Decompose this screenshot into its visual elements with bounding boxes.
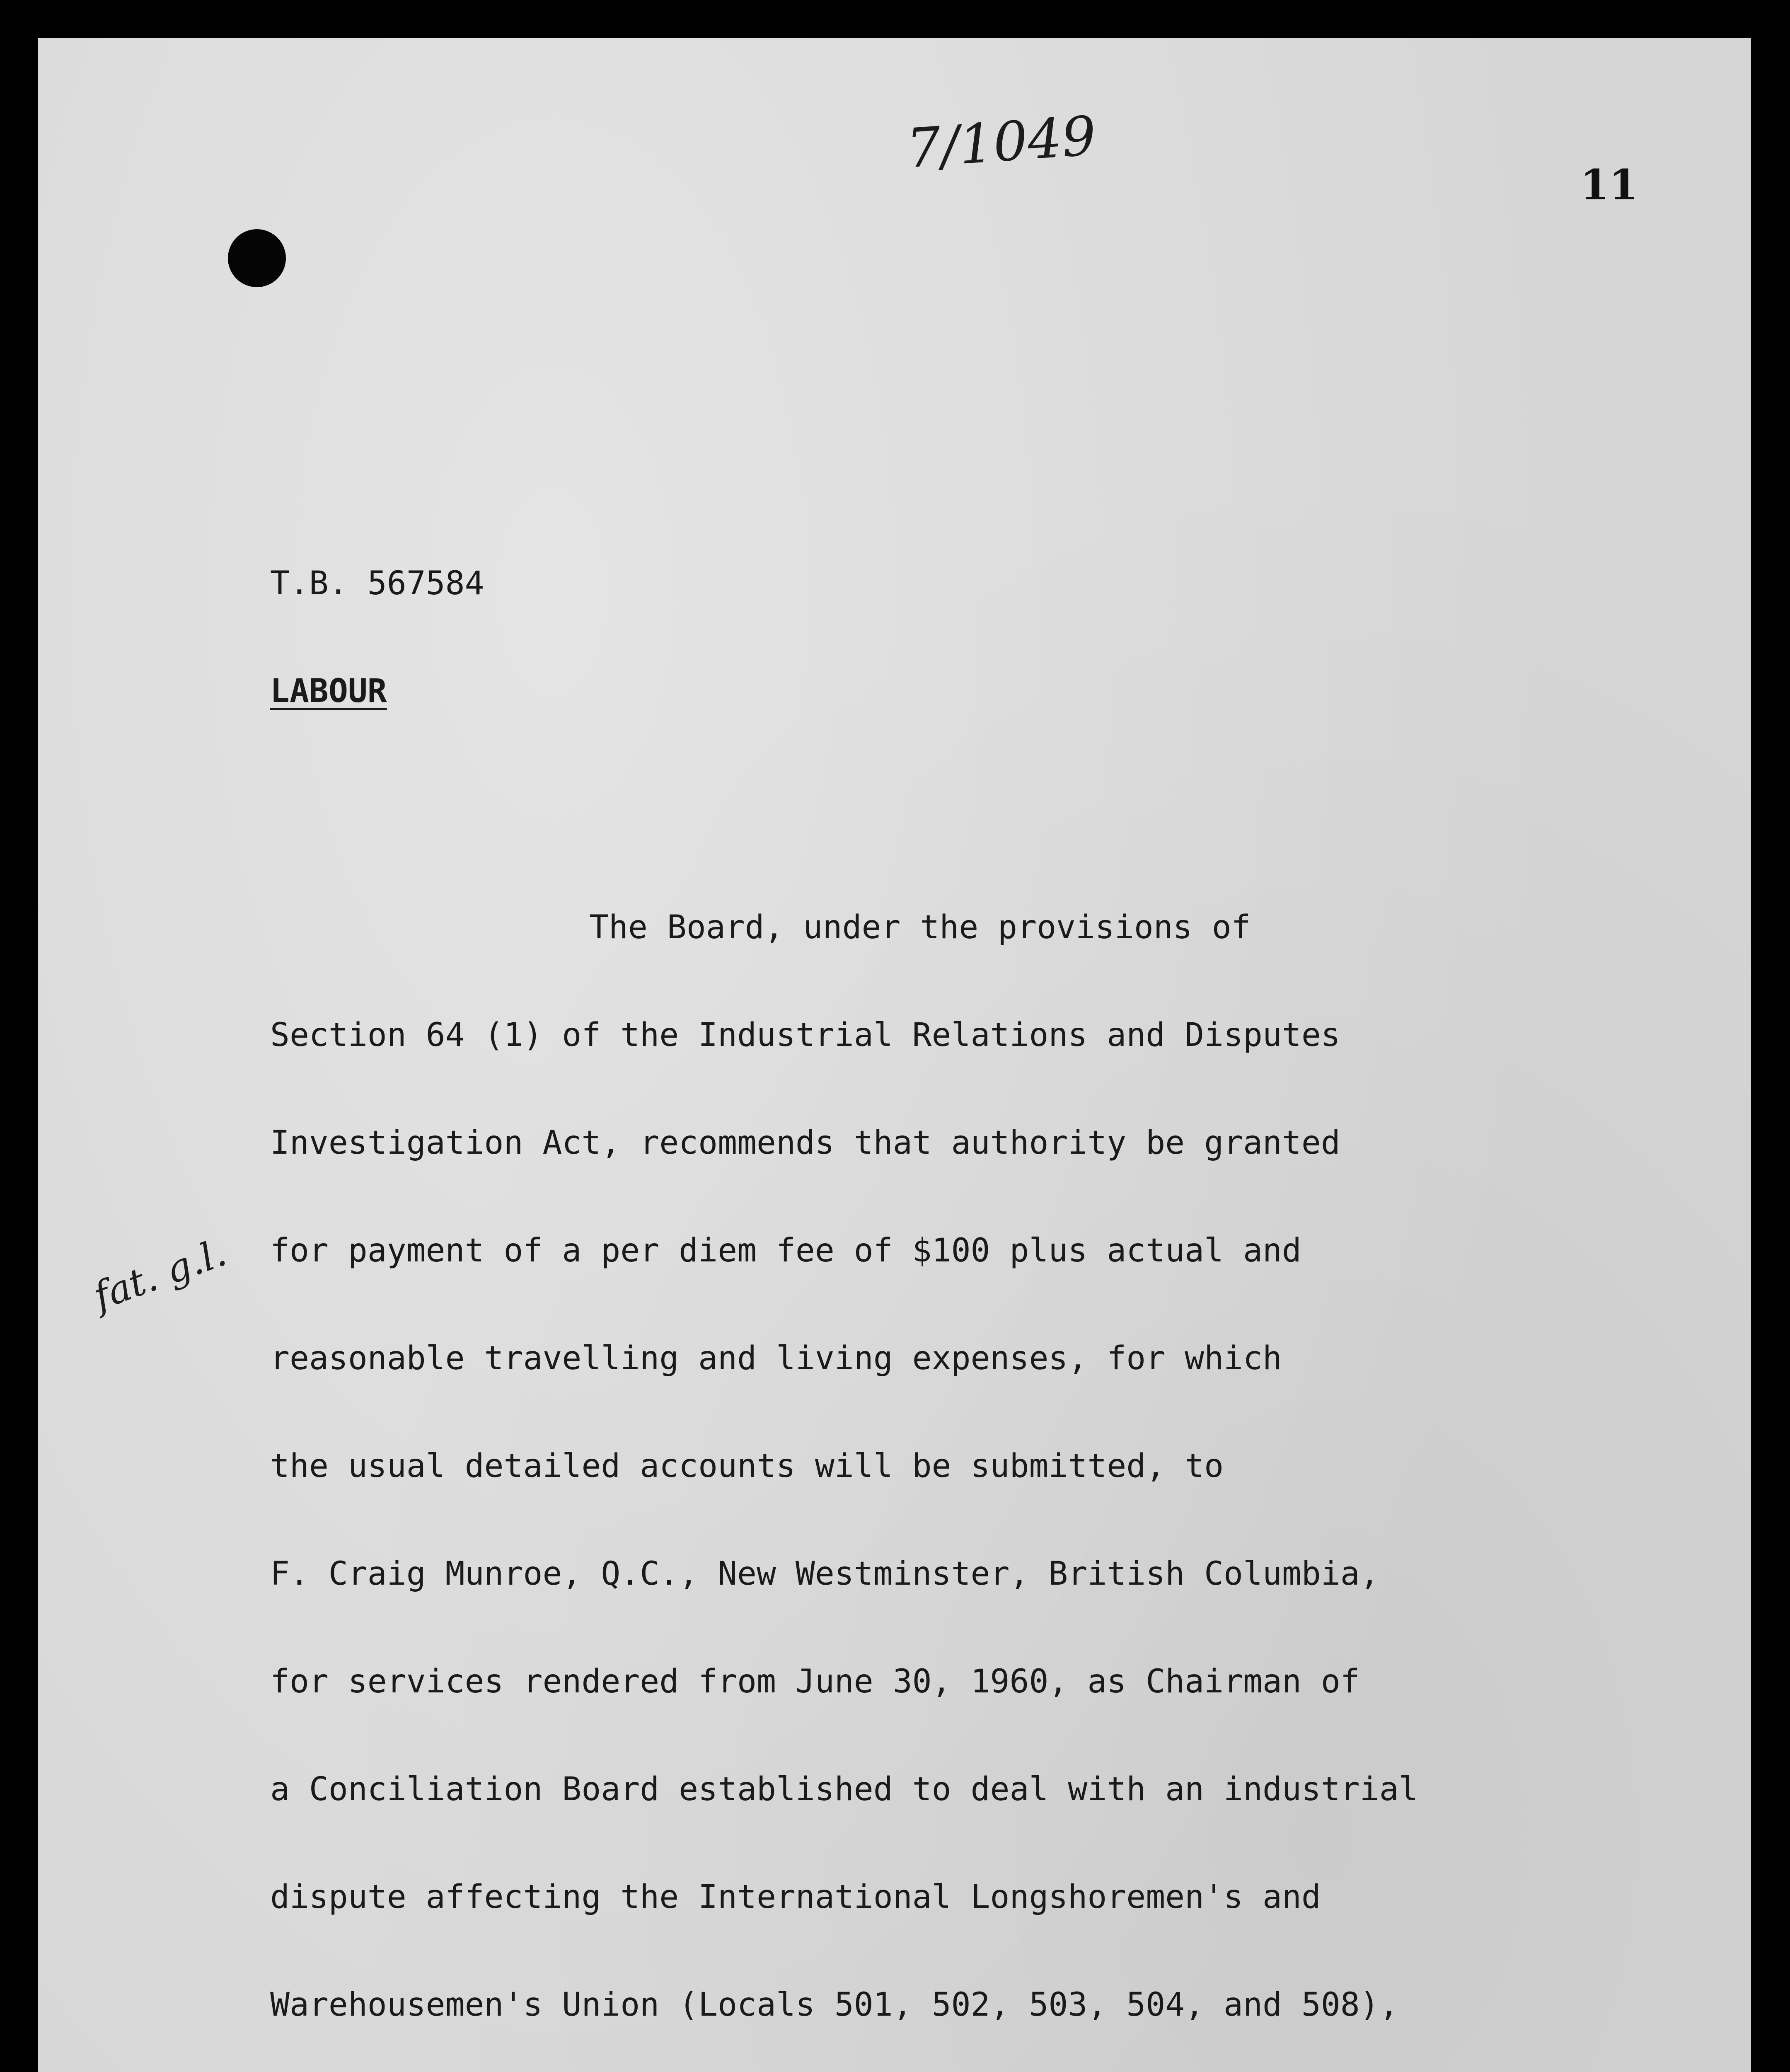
body-line: F. Craig Munroe, Q.C., New Westminster, British Columbia, (270, 1555, 1379, 1593)
body-line: The Board, under the provisions of (589, 909, 1251, 946)
file-reference: 7/1049 (905, 104, 1098, 180)
margin-note: fat. g.l. (87, 1230, 232, 1319)
punch-hole (228, 229, 286, 287)
body-line: a Conciliation Board established to deal with an industrial (270, 1771, 1418, 1808)
body-line: dispute affecting the International Longshoremen's and (270, 1878, 1321, 1916)
body-line: Warehousemen's Union (Locals 501, 502, 503, 504, and 508), (270, 1986, 1399, 2024)
body-line: the usual detailed accounts will be submitted, to (270, 1447, 1224, 1485)
department-heading: LABOUR (270, 673, 387, 710)
document-page (38, 38, 1751, 2072)
body-line: for services rendered from June 30, 1960, as Chairman of (270, 1663, 1360, 1700)
page-number: 11 (1580, 160, 1638, 209)
body-line: Investigation Act, recommends that authority be granted (270, 1124, 1340, 1162)
body-line: reasonable travelling and living expenses, for which (270, 1340, 1282, 1377)
tb-number: T.B. 567584 (270, 565, 484, 602)
body-line: Section 64 (1) of the Industrial Relations and Disputes (270, 1017, 1340, 1054)
body-line: for payment of a per diem fee of $100 plus actual and (270, 1232, 1301, 1269)
